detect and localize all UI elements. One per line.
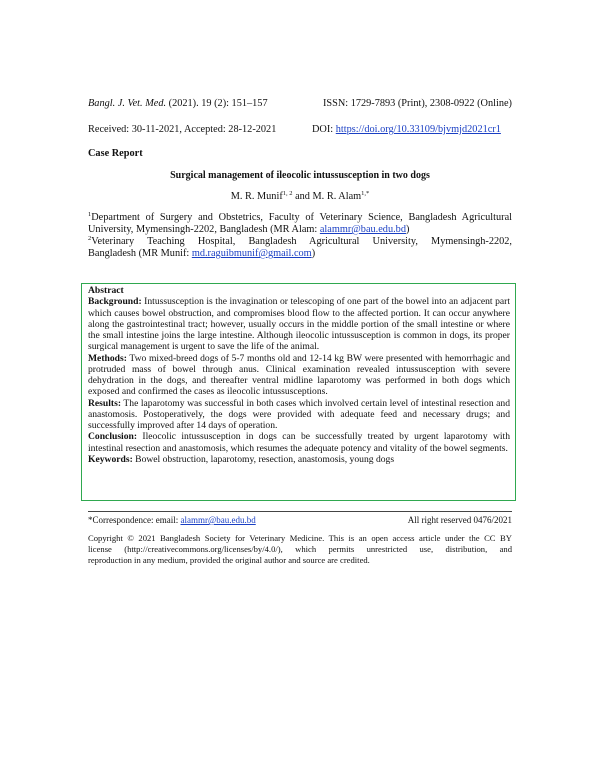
affiliation-2-email[interactable]: md.raguibmunif@gmail.com (191, 248, 312, 259)
author-alam: M. R. Alam (312, 191, 362, 202)
copyright-line-2: license (http://creativecommons.org/licenses/by/4.0/), which permits unrestricted use, distribution, and (88, 544, 512, 554)
affiliation-2-address: Bangladesh (MR Munif: (88, 248, 192, 259)
article-type: Case Report (88, 148, 143, 159)
doi (312, 124, 501, 136)
background-label: Background: (88, 296, 142, 308)
article-title: Surgical management of ileocolic intussusception in two dogs (170, 170, 430, 181)
affiliation-1-line-2 (88, 224, 409, 236)
author-list (0, 191, 600, 203)
affiliation-1-text: Department of Surgery and Obstetrics, Faculty of Veterinary Science, Bangladesh Agricultural (91, 212, 512, 223)
doi-link[interactable]: https://doi.org/10.33109/bjvmjd2021cr1 (335, 124, 501, 135)
conclusion-text: Ileocolic intussusception in dogs can be successfully treated by urgent laparotomy with intestinal resection and anastomosis, which resumes the adequate potency and vitality of the bowel segments. (88, 431, 510, 454)
abstract-heading: Abstract (88, 285, 124, 296)
correspondence (88, 514, 256, 526)
correspondence-email[interactable]: alammr@bau.edu.bd (180, 515, 256, 525)
results-label: Results: (88, 397, 122, 409)
footnote-separator (88, 511, 512, 512)
methods-label: Methods: (88, 352, 127, 364)
abstract-content (88, 285, 510, 465)
abstract-results (88, 398, 510, 432)
methods-text: Two mixed-breed dogs of 5-7 months old and 12-14 kg BW were presented with hemorrhagic and protruded mass of bowel through anus. Clinical examination revealed intussusception with severe dehydration in the dogs, and thereafter ventral midline laparotomy was performed in both dogs which exposed and confirmed the cases as ileocolic intussusceptions. (88, 352, 510, 398)
affiliation-1-email[interactable]: alammr@bau.edu.bd (319, 224, 406, 235)
affiliation-2-marker: 2 (88, 235, 92, 242)
affiliation-2-line-2 (88, 248, 315, 260)
received-accepted: Received: 30-11-2021, Accepted: 28-12-2021 (88, 124, 277, 135)
background-text: Intussusception is the invagination or telescoping of one part of the bowel into an adjacent part which causes bowel obstruction, and compromises blood flow to the affected portion. It can occur anywhere along the gastrointestinal tract; however, usually occurs in the middle portion of the small intestine or where the small intestine joins the large intestine. Although ileocolic intussusception is common in dogs, its proper surgical management is urgent to save the life of the animal. (88, 296, 510, 353)
results-text: The laparotomy was successful in both cases which involved certain level of intestinal resection and anastomosis. Postoperatively, the dogs were provided with adequate feed and necessary drugs; and successfully improved after 14 days of operation. (88, 397, 510, 431)
author-munif: M. R. Munif (230, 191, 283, 202)
correspondence-label: *Correspondence: email: (88, 515, 181, 525)
copyright-line-3: reproduction in any medium, provided the original author and source are credited. (88, 555, 370, 565)
journal-name: Bangl. J. Vet. Med. (88, 98, 167, 109)
abstract-methods (88, 353, 510, 398)
author-munif-affil: 1, 2 (282, 190, 293, 197)
author-alam-affil: 1,* (361, 190, 370, 197)
author-and: and (292, 191, 313, 202)
citation-volume: (2021). 19 (2): 151–157 (168, 98, 268, 109)
abstract-conclusion (88, 431, 510, 454)
affiliation-2-text: Veterinary Teaching Hospital, Bangladesh Agricultural University, Mymensingh-2202, (91, 236, 512, 247)
affiliation-2-close: ) (311, 248, 316, 259)
copyright-line-1: Copyright © 2021 Bangladesh Society for Veterinary Medicine. This is an open access article under the CC BY (88, 533, 512, 543)
abstract-keywords (88, 454, 510, 465)
doi-label: DOI: (312, 124, 336, 135)
rights-notice: All right reserved 0476/2021 (407, 515, 512, 525)
abstract-background (88, 296, 510, 352)
affiliation-2-line-1 (88, 236, 512, 248)
affiliation-1-close: ) (405, 224, 410, 235)
affiliation-1-address: University, Mymensingh-2202, Bangladesh (MR Alam: (88, 224, 320, 235)
affiliation-1-line-1 (88, 212, 512, 224)
issn: ISSN: 1729-7893 (Print), 2308-0922 (Online) (322, 98, 512, 109)
affiliation-1-marker: 1 (88, 211, 92, 218)
keywords-text: Bowel obstruction, laparotomy, resection, anastomosis, young dogs (132, 453, 395, 465)
keywords-label: Keywords: (88, 453, 133, 465)
citation-line (88, 98, 268, 110)
conclusion-label: Conclusion: (88, 431, 138, 443)
